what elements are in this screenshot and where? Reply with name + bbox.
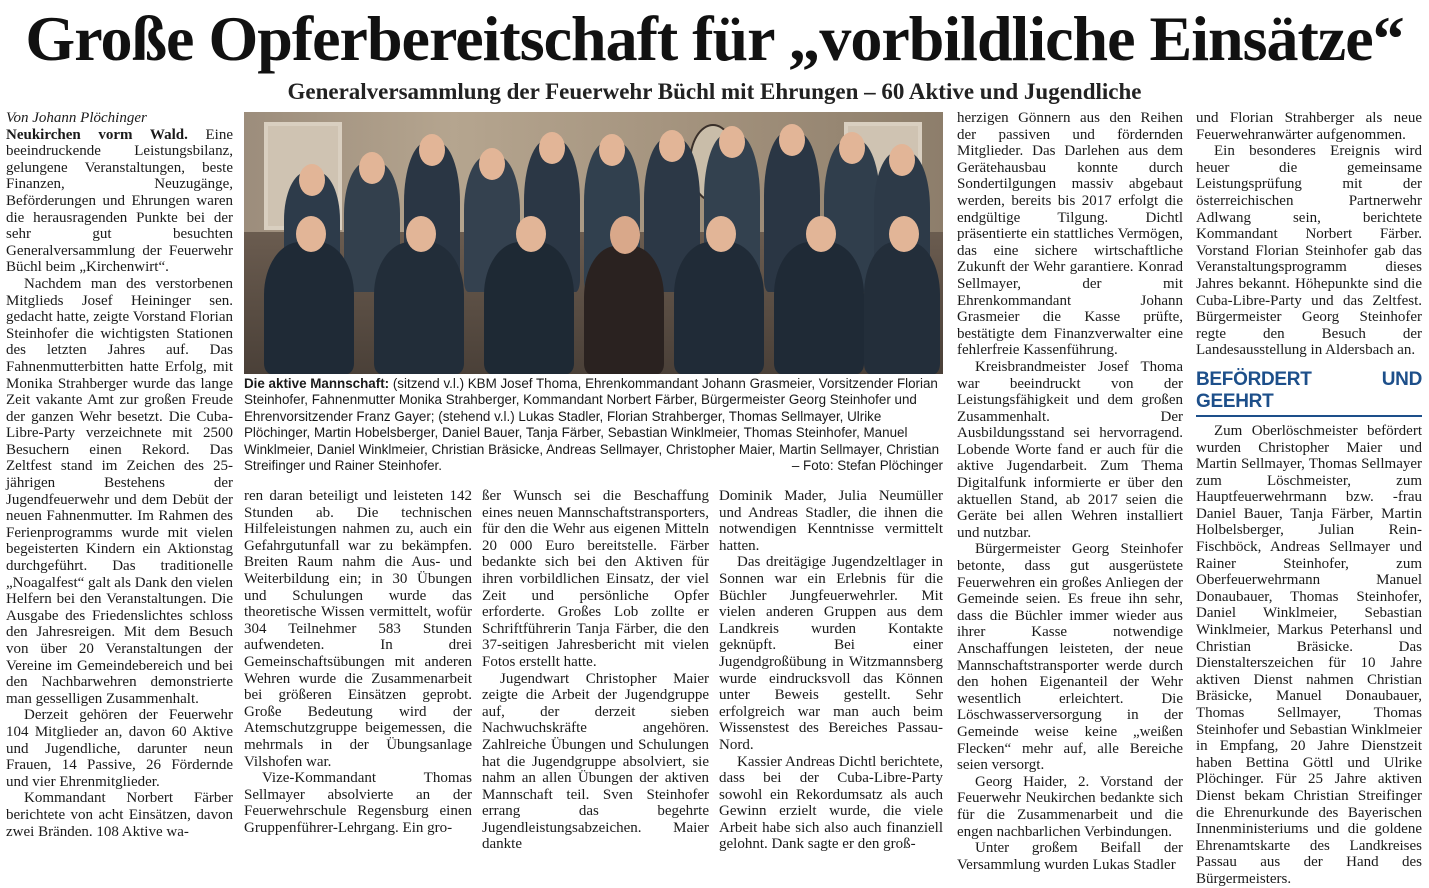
section-heading: BEFÖRDERT UND GEEHRT <box>1196 369 1422 417</box>
article-paragraph: Ein besonderes Ereignis wird heuer die gemeinsame Leistungsprüfung mit der österreichischen Partnerwehr Adlwang sein, berichtete Kommandant Norbert Färber. Vorstand Florian Steinhofer gab das Veranstaltungsprogramm dieses Jahres bekannt. Höhepunkte sind die Cuba-Libre-Party und das Zeltfest. Bürgermeister Georg Steinhofer regte den Besuch der Landesausstellung in Aldersbach an. <box>1196 143 1422 359</box>
person-seated <box>674 242 764 374</box>
person-head <box>659 130 685 162</box>
caption-text: (sitzend v.l.) KBM Josef Thoma, Ehrenkommandant Johann Grasmeier, Vorsitzender Florian Steinhofer, Fahnenmutter Monika Strahberger, Kommandant Norbert Färber, Bürgermeister Georg Steinhofer und Ehrenvorsitzender Franz Gayer; (stehend v.l.) Lukas Stadler, Florian Strahberger, Thomas Sellmayer, Ulrike Plöchinger, Martin Hobelsberger, Daniel Bauer, Tanja Färber, Sebastian Winklmeier, Thomas Steinhofer, Manuel Winklmeier, Daniel Winklmeier, Christian Bräsicke, Andreas Sellmayer, Christopher Maier, Martin Sellmayer, Christian Streifinger und Rainer Steinhofer. <box>244 376 940 474</box>
person-head <box>299 164 325 196</box>
photo-caption <box>244 376 943 474</box>
article-column-2 <box>244 488 472 835</box>
person-seated <box>584 246 664 374</box>
person-seated <box>774 242 864 374</box>
photo-credit: – Foto: Stefan Plöchinger <box>791 458 943 474</box>
person-head <box>889 216 919 252</box>
article-paragraph: Dominik Mader, Julia Neumüller und Andreas Stadler, die ihnen die notwendigen Kenntnisse vermittelt hatten. <box>719 488 943 554</box>
article-paragraph: herzigen Gönnern aus den Reihen der passiven und fördernden Mitglieder. Das Darlehen aus dem Gerätehausbau konnte durch Sondertilgungen massiv abgebaut werden, bereits bis 2017 erfolgt die endgültige Tilgung. Dichtl präsentierte ein stattliches Vermögen, das eine sichere wirtschaftliche Zukunft der Wehr garantiere. Konrad Sellmayer, der mit Ehrenkommandant Johann Grasmeier die Kasse prüfte, bestätigte dem Finanzverwalter eine fehlerfreie Kassenführung. <box>957 110 1183 359</box>
person-head <box>719 126 745 158</box>
person-head <box>806 216 836 252</box>
article-paragraph: Vize-Kommandant Thomas Sellmayer absolvierte an der Feuerwehrschule Regensburg einen Gruppenführer-Lehrgang. Ein gro- <box>244 770 472 836</box>
article-column-6 <box>1196 110 1422 887</box>
article-paragraph: Bürgermeister Georg Steinhofer betonte, dass gut ausgerüstete Feuerwehren ein großes Anliegen der Gemeinde seien. Es freue ihn sehr, dass die Büchler immer wieder aus ihrer Kasse notwendige Anschaffungen leisteten, der neue Mannschaftstransporter werde durch den hohen Eigenanteil der Wehr wesentlich erleichtert. Die Löschwasserversorgung in der Gemeinde weise keine „weißen Flecken“ mehr auf, alle Bereiche seien versorgt. <box>957 541 1183 774</box>
group-photo <box>244 112 943 374</box>
person-head <box>419 134 445 166</box>
person-head <box>296 216 326 252</box>
article-paragraph <box>6 127 233 276</box>
article-column-4 <box>719 488 943 853</box>
person-head <box>779 124 805 156</box>
article-paragraph: Zum Oberlöschmeister befördert wurden Christopher Maier und Martin Sellmayer, Thomas Sellmayer zum Löschmeister, zum Hauptfeuerwehrmann bzw. -frau Daniel Bauer, Tanja Färber, Martin Holbelsberger, Julian Rein-Fischböck, Andreas Sellmayer und Rainer Steinhofer, zum Oberfeuerwehrmann Manuel Donaubauer, Thomas Steinhofer, Daniel Winklmeier, Sebastian Winklmeier, Markus Peterhansl und Christian Bräsicke. Das Dienstalterszeichen für 10 Jahre aktiven Dienst nahmen Christian Bräsicke, Manuel Donaubauer, Thomas Sellmayer, Thomas Steinhofer und Sebastian Winklmeier in Empfang, 20 Jahre Dienstzeit haben Bettina Göttl und Ulrike Plöchinger. Für 25 Jahre aktiven Dienst bekam Christian Streifinger die Ehrenurkunde des Bayerischen Innenministeriums und die goldene Ehrenamtskarte des Landkreises Passau aus der Hand des Bürgermeisters. <box>1196 422 1422 887</box>
person-seated <box>484 242 574 374</box>
article-paragraph: Das dreitägige Jugendzeltlager in Sonnen war ein Erlebnis für die Büchler Jungfeuerwehrler. Mit vielen anderen Gruppen aus dem Landkreis wurden Kontakte geknüpft. Bei einer Jugendgroßübung in Witzmannsberg wurde eindrucksvoll das Können unter Beweis gestellt. Sehr erfolgreich war man auch beim Wissenstest des Bereiches Passau-Nord. <box>719 554 943 753</box>
article-paragraph: Jugendwart Christopher Maier zeigte die Arbeit der Jugendgruppe auf, der derzeit sieben Nachwuchskräfte angehören. Zahlreiche Übungen und Schulungen hat die Jugendgruppe absolviert, sie nahm an allen Übungen der aktiven Mannschaft teil. Sven Steinhofer errang das begehrte Jugendleistungsabzeichen. Maier dankte <box>482 670 709 853</box>
subheadline: Generalversammlung der Feuerwehr Büchl mit Ehrungen – 60 Aktive und Jugendliche <box>287 79 1142 104</box>
person-head <box>516 216 546 252</box>
caption-lead: Die aktive Mannschaft: <box>244 376 390 391</box>
person-head <box>839 132 865 164</box>
person-seated <box>264 242 354 374</box>
article-column-5 <box>957 110 1183 873</box>
paragraph-text: Eine beeindruckende Leistungsbilanz, gelungene Veranstaltungen, beste Finanzen, Neuzugänge, Beförderungen und Ehrungen waren die herausragenden Punkte bei der sehr gut besuchten Generalversammlung der Feuerwehr Büchl beim „Kirchenwirt“. <box>6 126 234 276</box>
article-column-1 <box>6 110 234 840</box>
person-head <box>406 216 436 252</box>
dateline: Neukirchen vorm Wald. <box>6 126 188 143</box>
article-paragraph: Unter großem Beifall der Versammlung wurden Lukas Stadler <box>957 840 1183 873</box>
article-paragraph: Derzeit gehören der Feuerwehr 104 Mitglieder an, davon 60 Aktive und Jugendliche, darunter neun Frauen, 14 Passive, 26 Fördernde und vier Ehrenmitglieder. <box>6 707 233 790</box>
article-paragraph: ßer Wunsch sei die Beschaffung eines neuen Mannschaftstransporters, für den die Wehr aus eigenen Mitteln 20 000 Euro bereitstelle. Färber bedankte sich bei den Aktiven für ihren vorbildlichen Einsatz, der viel Zeit und persönliche Opfer erforderte. Großes Lob zollte er Schriftführerin Tanja Färber, die den 37-seitigen Jahresbericht mit vielen Fotos erstellt hatte. <box>482 488 709 670</box>
person-head <box>610 216 640 254</box>
person-head <box>599 134 625 166</box>
person-head <box>539 132 565 164</box>
article-paragraph: Kommandant Norbert Färber berichtete von acht Einsätzen, davon zwei Bränden. 108 Aktive wa- <box>6 790 233 840</box>
person-head <box>359 152 385 184</box>
person-head <box>889 144 915 176</box>
article-paragraph: Nachdem man des verstorbenen Mitglieds Josef Heininger sen. gedacht hatte, zeigte Vorstand Florian Steinhofer die wichtigsten Stationen des letzten Jahres auf. Das Fahnenmutterbitten hatte Erfolg, mit Monika Strahberger wurde das lange Zeit vakante Amt zur großen Freude der ganzen Wehr besetzt. Die Cuba-Libre-Party verzeichnete mit 2500 Besuchern einen Rekord. Das Zeltfest stand im Zeichen des 25-jährigen Bestehens der Jugendfeuerwehr und dem Debüt der neuen Fahnenmutter. Im Rahmen des Ferienprogramms wurde mit vielen begeisterten Kindern ein Aktionstag durchgeführt. Das traditionelle „Noagalfest“ galt als Dank den vielen Helfern bei den Veranstaltungen. Die Ausgabe des Friedenslichtes schloss den Jahresreigen. Mit dem Besuch von über 20 Veranstaltungen der Vereine im Gemeindebereich und bei den Nachbarwehren demonstrierte man gesselligen Zusammenhalt. <box>6 275 233 707</box>
headline: Große Opferbereitschaft für „vorbildliche Einsätze“ <box>25 3 1404 74</box>
article-paragraph: und Florian Strahberger als neue Feuerwehranwärter aufgenommen. <box>1196 110 1422 143</box>
person-seated <box>864 242 940 374</box>
article-column-3 <box>482 488 709 853</box>
person-head <box>479 148 505 180</box>
person-seated <box>374 242 464 374</box>
person-head <box>706 216 736 252</box>
byline: Von Johann Plöchinger <box>6 110 147 126</box>
article-paragraph: Georg Haider, 2. Vorstand der Feuerwehr Neukirchen bedankte sich für die Zusammenarbeit und die engen nachbarlichen Verbindungen. <box>957 773 1183 840</box>
article-paragraph: ren daran beteiligt und leisteten 142 Stunden ab. Die technischen Hilfeleistungen nahmen zu, auch ein Gefahrgutunfall war zu bekämpfen. Breiten Raum nahm die Aus- und Weiterbildung ein; in 30 Übungen und Schulungen wurde das theoretische Wissen vermittelt, wofür 304 Teilnehmer 583 Stunden aufwendeten. In drei Gemeinschaftsübungen mit anderen Wehren wurde die Zusammenarbeit bei größeren Einsätzen geprobt. Große Bedeutung wird der Atemschutzgruppe beigemessen, die mehrmals in der Übungsanlage Vilshofen war. <box>244 488 472 770</box>
article-paragraph: Kreisbrandmeister Josef Thoma war beeindruckt von der Leistungsfähigkeit und dem großen Zusammenhalt. Der Ausbildungsstand sei hervorragend. Lobende Worte fand er auch für die aktive Jugendarbeit. Zum Thema Digitalfunk informierte er über den aktuellen Stand, ab 2017 seien die Geräte bei allen Wehren installiert und nutzbar. <box>957 358 1183 541</box>
article-paragraph: Kassier Andreas Dichtl berichtete, dass bei der Cuba-Libre-Party sowohl ein Rekordumsatz als auch Gewinn erzielt wurde, die viele Arbeit habe sich also auch finanziell gelohnt. Dank sagte er den groß- <box>719 753 943 853</box>
